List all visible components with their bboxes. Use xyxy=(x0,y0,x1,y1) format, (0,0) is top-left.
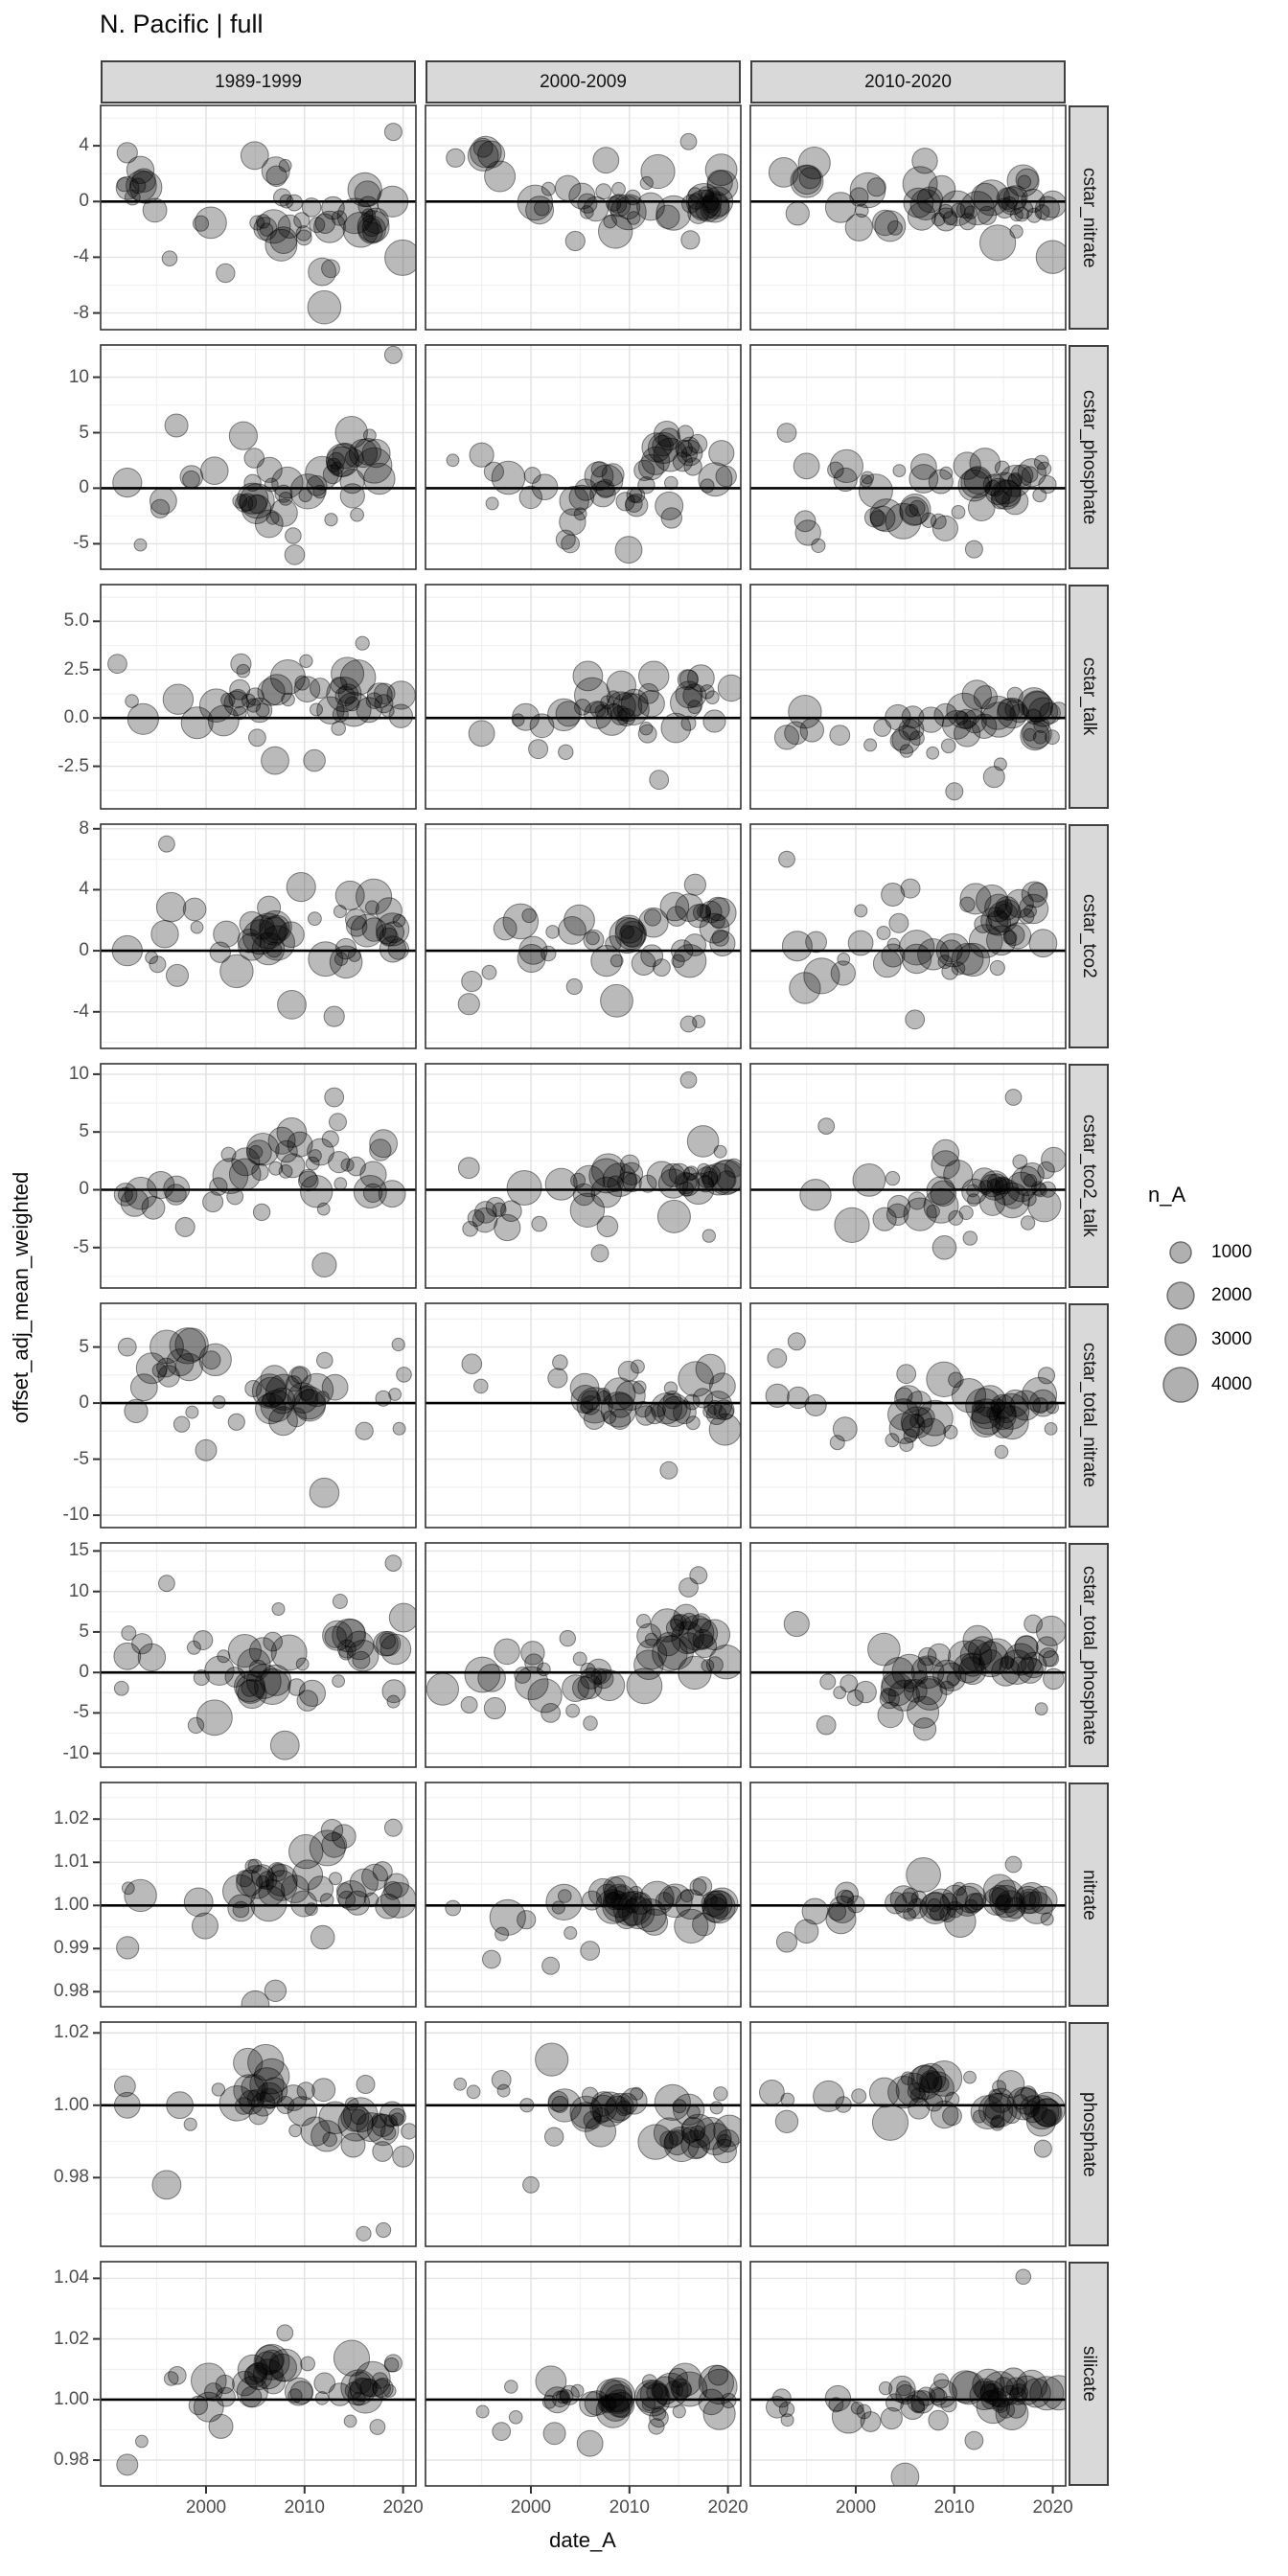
facet-row-strip: phosphate xyxy=(1069,2022,1109,2246)
x-axis-title: date_A xyxy=(549,2528,616,2552)
scatter-panel xyxy=(750,824,1066,1048)
scatter-panel xyxy=(101,585,416,809)
y-tick-label: 5 xyxy=(79,422,89,443)
y-axis-title: offset_adj_mean_weighted xyxy=(9,1171,33,1424)
y-tick-label: 0 xyxy=(79,191,89,212)
y-tick-label: -10 xyxy=(62,1505,89,1526)
y-tick-label: 5 xyxy=(79,1121,89,1142)
facet-row-strip: cstar_talk xyxy=(1069,585,1109,809)
legend-entry-label: 2000 xyxy=(1211,1285,1253,1305)
x-tick-label: 2000 xyxy=(510,2497,552,2518)
y-tick-label: -5 xyxy=(73,1236,89,1257)
scatter-panel xyxy=(750,2262,1076,2491)
y-tick-label: 4 xyxy=(79,879,89,900)
y-tick-label: -4 xyxy=(73,246,89,267)
plot-title: N. Pacific | full xyxy=(100,10,264,38)
x-tick-label: 2020 xyxy=(382,2497,424,2518)
y-tick-label: 10 xyxy=(68,1063,89,1084)
facet-row-strip: cstar_total_phosphate xyxy=(1069,1543,1109,1767)
y-tick-label: 0 xyxy=(79,1392,89,1414)
scatter-panel xyxy=(101,824,416,1048)
scatter-panel xyxy=(426,345,741,569)
y-tick-label: 0 xyxy=(79,1662,89,1683)
facet-column-strip: 1989-1999 xyxy=(101,60,416,104)
facet-column-strip: 2000-2009 xyxy=(426,60,741,104)
scatter-panel xyxy=(101,1303,416,1528)
scatter-panel xyxy=(101,105,421,330)
y-tick-label: -4 xyxy=(73,1000,89,1022)
facet-row-strip: cstar_tco2 xyxy=(1069,824,1109,1048)
y-tick-label: 5.0 xyxy=(63,610,89,632)
y-tick-label: 0 xyxy=(79,1179,89,1200)
y-tick-label: 15 xyxy=(68,1540,89,1561)
y-tick-label: -5 xyxy=(73,1702,89,1723)
y-tick-label: 0.98 xyxy=(54,2450,89,2471)
scatter-panel xyxy=(101,2022,417,2246)
scatter-panel xyxy=(426,824,741,1048)
facet-row-strip: cstar_total_nitrate xyxy=(1069,1303,1109,1528)
y-tick-label: -2.5 xyxy=(58,755,89,776)
scatter-panel xyxy=(750,2022,1066,2246)
facet-row-strip: silicate xyxy=(1069,2262,1109,2486)
scatter-panel xyxy=(750,1303,1066,1528)
scatter-panel xyxy=(426,1782,741,2007)
scatter-panel xyxy=(101,1782,416,2018)
x-tick-label: 2000 xyxy=(835,2497,877,2518)
scatter-panel xyxy=(426,2262,741,2486)
y-tick-label: 1.00 xyxy=(54,2388,89,2409)
scatter-panel xyxy=(750,105,1070,330)
legend-entry-label: 3000 xyxy=(1211,1329,1253,1349)
y-tick-label: 1.02 xyxy=(54,2328,89,2349)
y-tick-label: 5 xyxy=(79,1336,89,1357)
legend-size-circle xyxy=(1165,1324,1196,1355)
x-tick-label: 2010 xyxy=(609,2497,650,2518)
x-tick-label: 2010 xyxy=(284,2497,325,2518)
facet-row-strip: cstar_nitrate xyxy=(1069,105,1109,330)
legend-entry-label: 1000 xyxy=(1211,1242,1253,1262)
y-tick-label: -5 xyxy=(73,1448,89,1469)
legend-entry-label: 4000 xyxy=(1211,1374,1253,1394)
y-tick-label: 1.02 xyxy=(54,2022,89,2043)
x-tick-label: 2010 xyxy=(933,2497,975,2518)
scatter-panel xyxy=(426,1064,745,1288)
y-tick-label: 0.98 xyxy=(54,1981,89,2002)
y-tick-label: 8 xyxy=(79,817,89,839)
y-tick-label: 2.5 xyxy=(63,658,89,679)
scatter-panel xyxy=(101,2262,416,2486)
y-tick-label: -10 xyxy=(62,1742,89,1763)
facet-row-strip: nitrate xyxy=(1069,1782,1109,2007)
y-tick-label: 10 xyxy=(68,366,89,387)
y-tick-label: 1.02 xyxy=(54,1808,89,1829)
scatter-panel xyxy=(750,1543,1066,1767)
y-tick-label: 4 xyxy=(79,135,89,156)
facet-column-strip: 2010-2020 xyxy=(750,60,1066,104)
y-tick-label: 5 xyxy=(79,1621,89,1642)
scatter-panel xyxy=(750,1064,1066,1288)
scatter-panel xyxy=(750,585,1068,809)
legend-size-circle xyxy=(1167,1282,1194,1309)
facet-row-strip: cstar_phosphate xyxy=(1069,345,1109,569)
scatter-panel xyxy=(426,1543,744,1767)
y-tick-label: -5 xyxy=(73,533,89,554)
x-tick-label: 2000 xyxy=(185,2497,227,2518)
y-tick-label: 10 xyxy=(68,1580,89,1601)
legend-size-circle xyxy=(1170,1242,1191,1263)
legend-title: n_A xyxy=(1148,1183,1186,1207)
y-tick-label: 0.99 xyxy=(54,1938,89,1959)
y-tick-label: 0 xyxy=(79,940,89,961)
y-tick-label: 1.00 xyxy=(54,1895,89,1916)
scatter-panel xyxy=(426,105,741,330)
y-tick-label: -8 xyxy=(73,302,89,323)
x-tick-label: 2020 xyxy=(1032,2497,1073,2518)
x-tick-label: 2020 xyxy=(707,2497,748,2518)
scatter-panel xyxy=(426,585,745,809)
legend-size-circle xyxy=(1163,1368,1198,1402)
scatter-panel xyxy=(101,1543,418,1767)
scatter-panel xyxy=(101,345,416,569)
scatter-panel xyxy=(101,1064,416,1288)
y-tick-label: 1.00 xyxy=(54,2094,89,2115)
y-tick-label: 1.01 xyxy=(54,1852,89,1873)
y-tick-label: 0.0 xyxy=(63,707,89,728)
y-tick-label: 0 xyxy=(79,477,89,498)
scatter-panel xyxy=(750,345,1066,569)
scatter-panel xyxy=(426,1303,741,1528)
facet-row-strip: cstar_tco2_talk xyxy=(1069,1064,1109,1288)
scatter-panel xyxy=(426,2022,745,2246)
y-tick-label: 0.98 xyxy=(54,2167,89,2188)
y-tick-label: 1.04 xyxy=(54,2267,89,2288)
scatter-panel xyxy=(750,1782,1066,2007)
